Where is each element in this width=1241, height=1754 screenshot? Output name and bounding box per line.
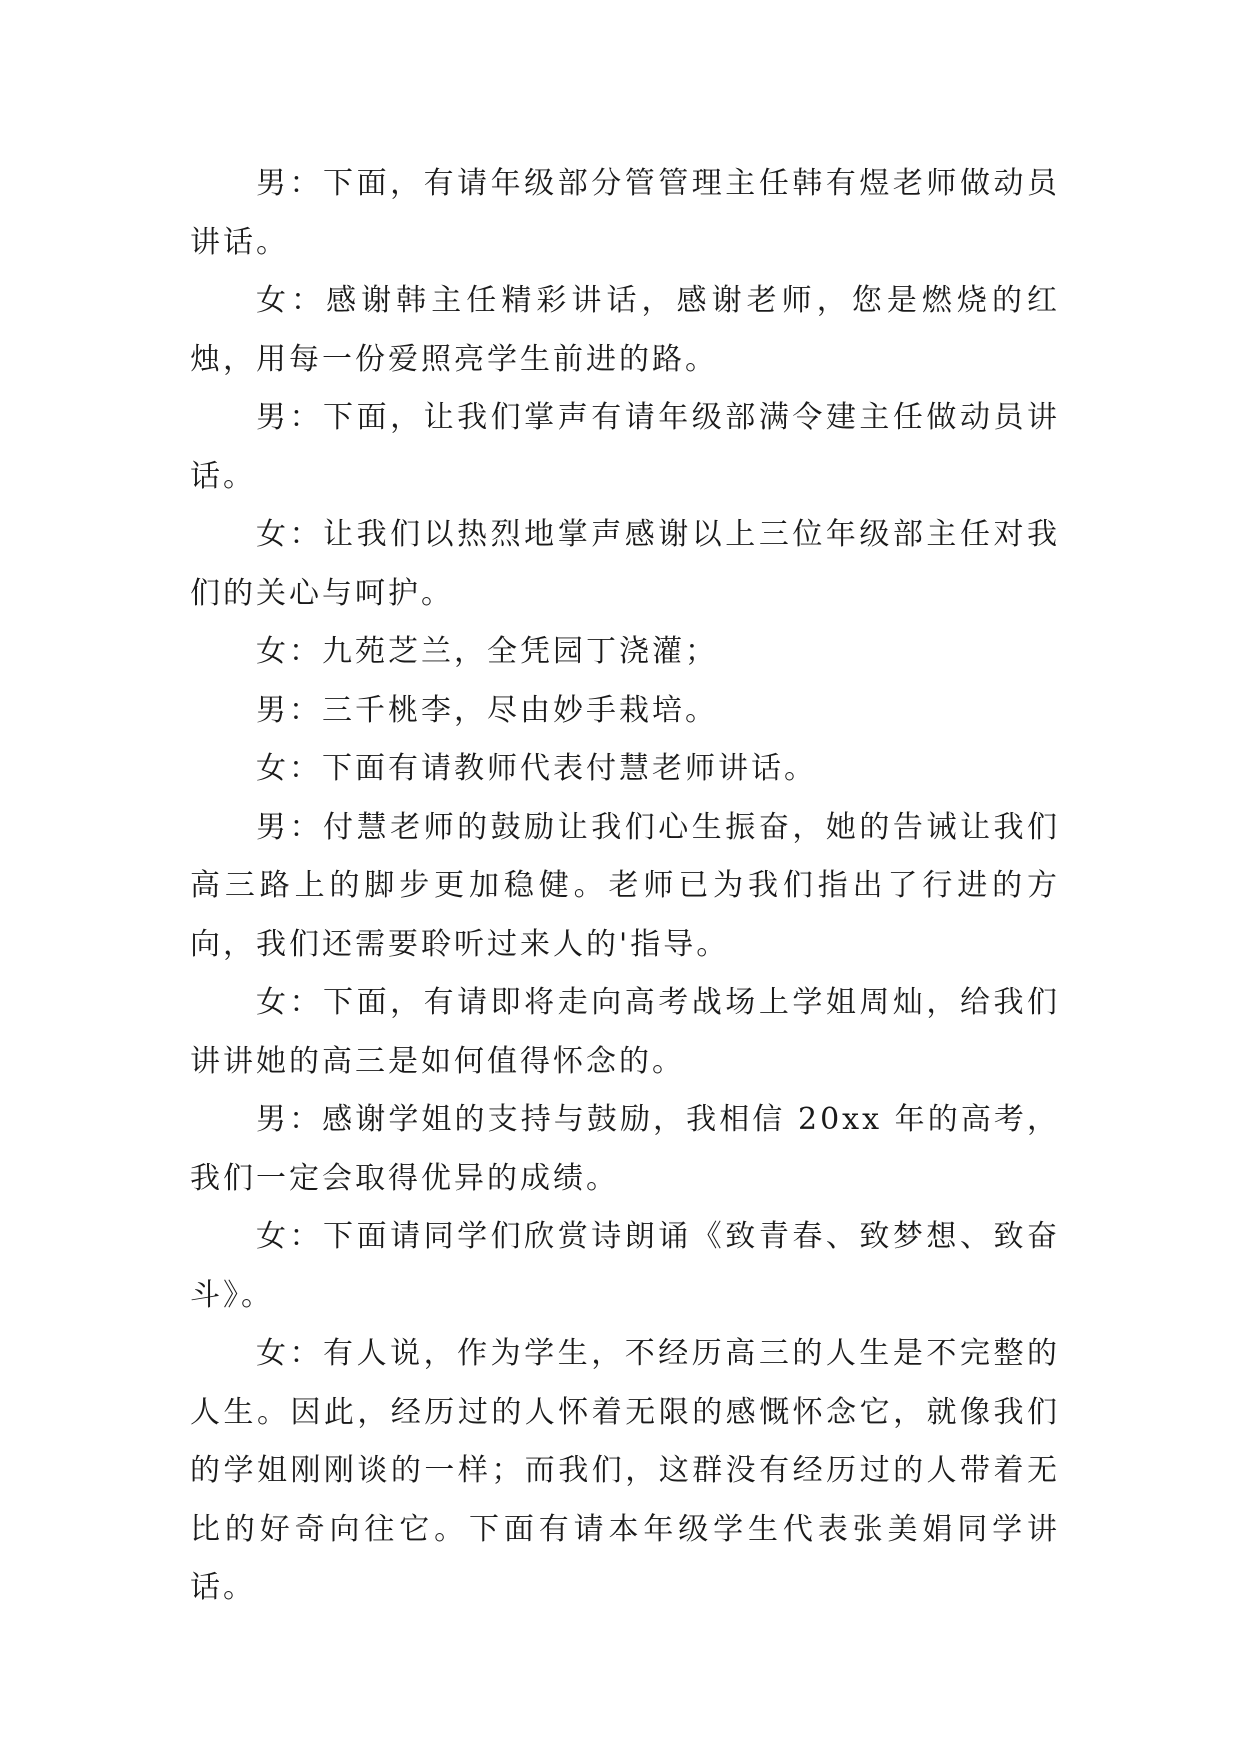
paragraph-11: 女：下面请同学们欣赏诗朗诵《致青春、致梦想、致奋斗》。 <box>190 1219 1060 1313</box>
document-body <box>190 155 1060 1618</box>
paragraph-10: 男：感谢学姐的支持与鼓励，我相信 20xx 年的高考，我们一定会取得优异的成绩。 <box>190 1102 1060 1196</box>
paragraph-12: 女：有人说，作为学生，不经历高三的人生是不完整的人生。因此，经历过的人怀着无限的感慨怀念它，就像我们的学姐刚刚谈的一样；而我们，这群没有经历过的人带着无比的好奇向往它。下面有请本年级学生代表张美娟同学讲话。 <box>190 1336 1060 1605</box>
paragraph-8: 男：付慧老师的鼓励让我们心生振奋，她的告诫让我们高三路上的脚步更加稳健。老师已为我们指出了行进的方向，我们还需要聆听过来人的'指导。 <box>190 809 1060 962</box>
paragraph-2: 女：感谢韩主任精彩讲话，感谢老师，您是燃烧的红烛，用每一份爱照亮学生前进的路。 <box>190 283 1060 377</box>
paragraph-3: 男：下面，让我们掌声有请年级部满令建主任做动员讲话。 <box>190 400 1060 494</box>
paragraph-5: 女：九苑芝兰，全凭园丁浇灌； <box>256 634 718 669</box>
paragraph-6: 男：三千桃李，尽由妙手栽培。 <box>256 692 718 728</box>
paragraph-9: 女：下面，有请即将走向高考战场上学姐周灿，给我们讲讲她的高三是如何值得怀念的。 <box>190 985 1060 1079</box>
paragraph-7: 女：下面有请教师代表付慧老师讲话。 <box>256 751 817 786</box>
paragraph-4: 女：让我们以热烈地掌声感谢以上三位年级部主任对我们的关心与呵护。 <box>190 517 1060 611</box>
paragraph-1: 男：下面，有请年级部分管管理主任韩有煜老师做动员讲话。 <box>190 166 1060 260</box>
